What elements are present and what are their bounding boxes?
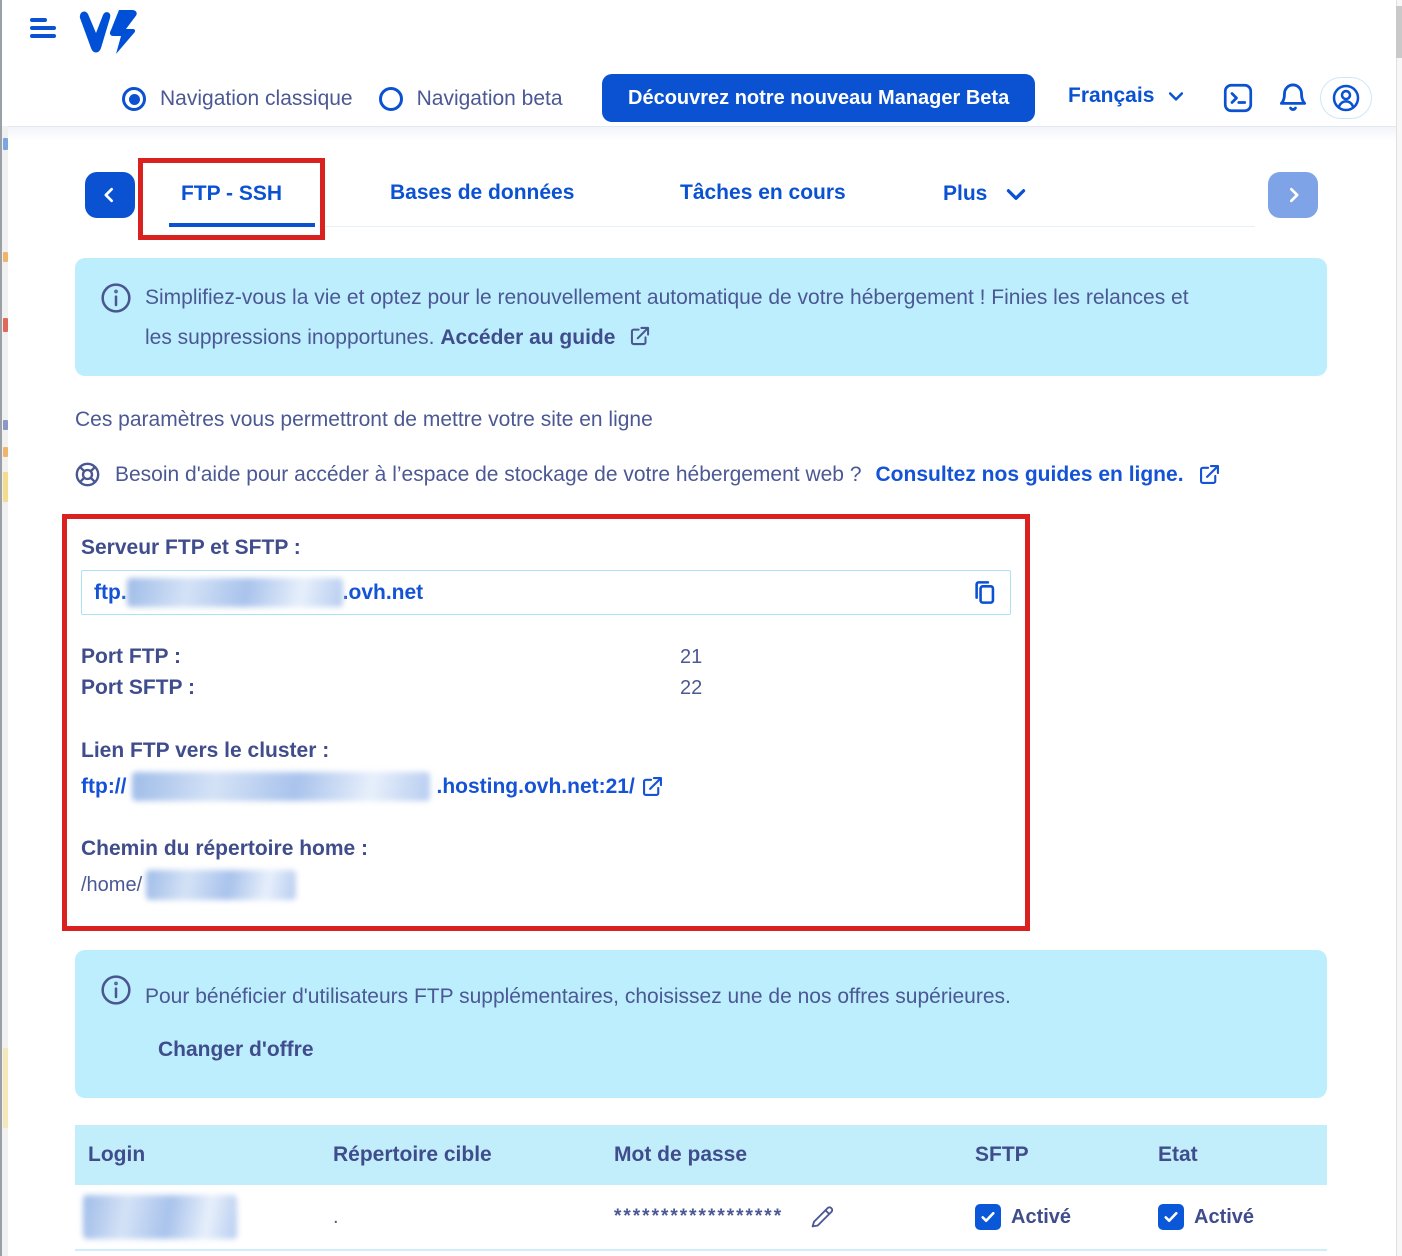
tab-taches-en-cours[interactable]: Tâches en cours xyxy=(680,181,846,204)
checkmark-icon xyxy=(979,1208,997,1226)
scrollbar-thumb[interactable] xyxy=(1396,6,1402,58)
col-header-login: Login xyxy=(88,1143,146,1166)
language-label: Français xyxy=(1068,84,1155,107)
offer-info-banner xyxy=(75,950,1327,1098)
port-ftp-label: Port FTP : xyxy=(81,645,181,668)
port-ftp-value: 21 xyxy=(680,646,703,668)
cluster-ftp-link[interactable] xyxy=(81,772,635,801)
ftp-server-field[interactable] xyxy=(81,570,1011,615)
discover-manager-beta-button[interactable]: Découvrez notre nouveau Manager Beta xyxy=(602,74,1035,122)
redacted-server-name xyxy=(127,578,343,607)
home-path-label: Chemin du répertoire home : xyxy=(81,837,369,860)
tabs-scroll-right-button[interactable] xyxy=(1268,172,1318,218)
tabs-scroll-left-button[interactable] xyxy=(85,172,135,218)
sftp-state-label: Activé xyxy=(1011,1205,1072,1228)
table-header-row xyxy=(75,1125,1327,1185)
chevron-down-icon xyxy=(1003,181,1029,207)
active-tab-underline xyxy=(169,223,315,227)
redacted-cluster-host xyxy=(132,772,430,801)
tab-bases-de-donnees[interactable]: Bases de données xyxy=(390,181,575,204)
cluster-suffix: .hosting.ovh.net:21/ xyxy=(436,774,635,798)
scrollbar-track[interactable] xyxy=(1396,0,1402,1256)
navigation-mode-group xyxy=(122,84,575,114)
etat-checkbox[interactable] xyxy=(1158,1204,1184,1230)
radio-navigation-beta[interactable] xyxy=(379,87,403,111)
language-selector[interactable] xyxy=(1068,84,1186,108)
copy-icon[interactable] xyxy=(971,579,998,606)
offer-banner-text: Pour bénéficier d'utilisateurs FTP supplémentaires, choisissez une de nos offres supérieures. xyxy=(145,985,1011,1008)
tab-plus-label: Plus xyxy=(943,182,988,205)
checkmark-icon xyxy=(1162,1208,1180,1226)
background-page-edge xyxy=(0,0,8,1256)
renewal-banner-line1: Simplifiez-vous la vie et optez pour le renouvellement automatique de votre hébergement ! Finies les relances et xyxy=(145,286,1189,309)
password-mask: ****************** xyxy=(614,1206,784,1227)
user-account-icon[interactable] xyxy=(1320,77,1372,119)
renewal-info-banner xyxy=(75,258,1327,376)
col-header-etat: Etat xyxy=(1158,1143,1198,1166)
header-shadow xyxy=(8,127,1396,141)
home-prefix: /home/ xyxy=(81,873,143,896)
server-suffix: .ovh.net xyxy=(342,580,424,604)
col-header-repertoire: Répertoire cible xyxy=(333,1143,492,1166)
acceder-au-guide-link[interactable]: Accéder au guide xyxy=(440,326,616,349)
header-divider xyxy=(8,126,1396,127)
annotation-red-box-ftp-details xyxy=(62,514,1030,931)
redacted-login xyxy=(83,1195,237,1239)
port-sftp-label: Port SFTP : xyxy=(81,676,195,699)
renewal-banner-line2: les suppressions inopportunes. xyxy=(145,326,435,349)
tab-plus[interactable] xyxy=(943,181,1029,207)
table-row xyxy=(75,1185,1327,1249)
table-bottom-divider xyxy=(75,1249,1327,1251)
external-link-icon xyxy=(641,775,664,798)
external-link-icon xyxy=(1198,463,1221,486)
notifications-bell-icon[interactable] xyxy=(1276,79,1310,118)
intro-text: Ces paramètres vous permettront de mettre votre site en ligne xyxy=(75,408,653,431)
external-link-icon xyxy=(629,325,651,347)
cluster-prefix: ftp:// xyxy=(81,774,127,798)
help-row xyxy=(74,461,1221,488)
radio-label-classique[interactable]: Navigation classique xyxy=(160,87,353,110)
lifebuoy-icon xyxy=(74,461,101,488)
sftp-checkbox[interactable] xyxy=(975,1204,1001,1230)
tab-ftp-ssh[interactable]: FTP - SSH xyxy=(180,182,283,205)
info-icon xyxy=(100,282,132,314)
chevron-left-icon xyxy=(100,185,120,205)
target-directory-value: . xyxy=(333,1205,339,1228)
radio-navigation-classique[interactable] xyxy=(122,87,146,111)
chevron-down-icon xyxy=(1166,86,1186,106)
chevron-right-icon xyxy=(1283,185,1303,205)
etat-state-label: Activé xyxy=(1194,1205,1255,1228)
help-text: Besoin d'aide pour accéder à l’espace de stockage de votre hébergement web ? xyxy=(115,462,862,486)
server-label: Serveur FTP et SFTP : xyxy=(81,536,301,559)
ovh-logo[interactable] xyxy=(74,6,138,58)
hamburger-menu-icon[interactable] xyxy=(30,18,58,44)
consultez-guides-link[interactable]: Consultez nos guides en ligne. xyxy=(875,462,1184,486)
changer-offre-link[interactable]: Changer d'offre xyxy=(158,1038,314,1061)
cluster-link-label: Lien FTP vers le cluster : xyxy=(81,739,330,762)
annotation-red-box-tab xyxy=(138,158,325,240)
edit-password-pencil-icon[interactable] xyxy=(807,1202,837,1232)
redacted-home-dir xyxy=(146,870,296,900)
server-prefix: ftp. xyxy=(94,580,127,604)
port-sftp-value: 22 xyxy=(680,677,703,699)
terminal-icon[interactable] xyxy=(1220,80,1256,119)
radio-label-beta[interactable]: Navigation beta xyxy=(416,87,563,110)
col-header-motdepasse: Mot de passe xyxy=(614,1143,748,1166)
top-header xyxy=(2,0,1396,126)
col-header-sftp: SFTP xyxy=(975,1143,1029,1166)
info-icon xyxy=(100,974,132,1006)
ftp-users-table xyxy=(75,1125,1327,1251)
